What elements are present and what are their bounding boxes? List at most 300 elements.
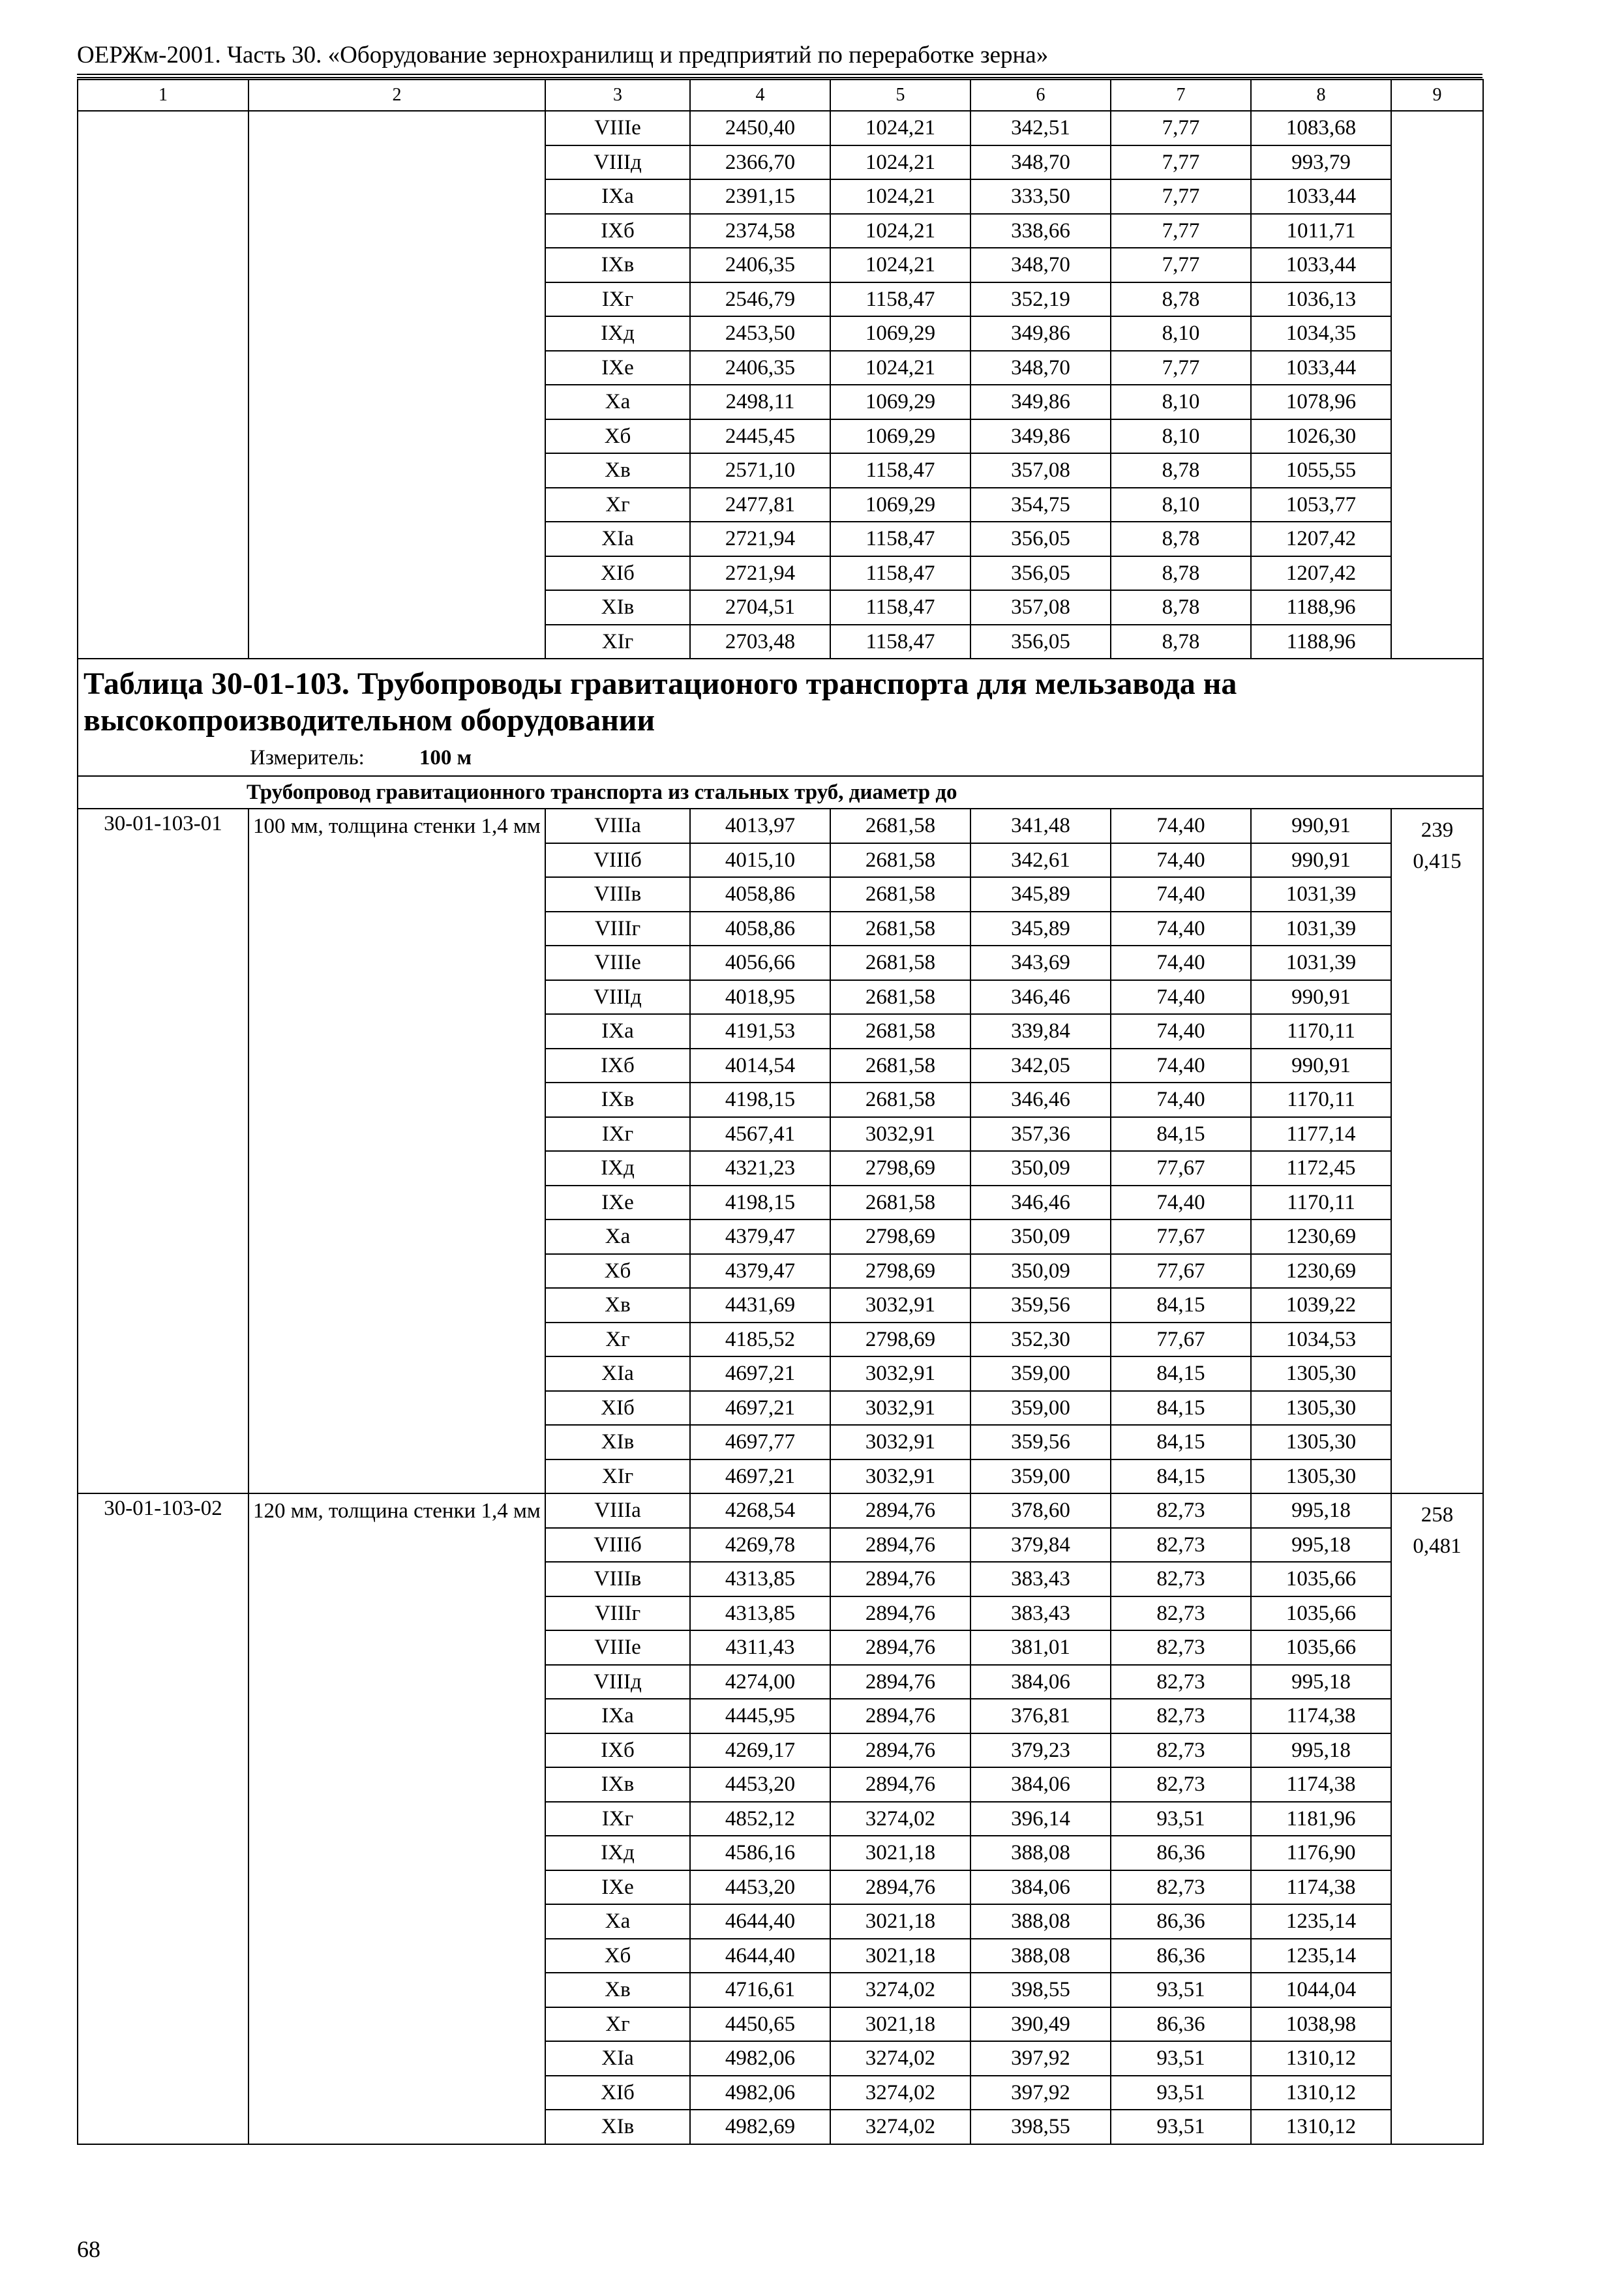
zone-cell: VIIIе: [545, 946, 690, 980]
column-number: 6: [970, 80, 1111, 111]
value-cell: 2498,11: [690, 385, 830, 419]
zone-cell: IXа: [545, 1699, 690, 1733]
value-cell: 82,73: [1111, 1870, 1251, 1905]
value-cell: 8,78: [1111, 556, 1251, 591]
value-cell: 995,18: [1251, 1665, 1391, 1699]
value-cell: 1044,04: [1251, 1973, 1391, 2007]
table-title: Таблица 30-01-103. Трубопроводы гравитационого транспорта для мельзавода на высокопроизводительном оборудовании: [83, 666, 1237, 738]
value-cell: 82,73: [1111, 1562, 1251, 1596]
value-cell: 2894,76: [830, 1596, 970, 1631]
value-cell: 82,73: [1111, 1630, 1251, 1665]
value-cell: 995,18: [1251, 1733, 1391, 1768]
value-cell: 1031,39: [1251, 877, 1391, 912]
value-cell: 4697,21: [690, 1459, 830, 1494]
empty-resource-cell: [1391, 111, 1483, 659]
table-body: [78, 80, 1483, 2144]
value-cell: 8,10: [1111, 316, 1251, 351]
value-cell: 1069,29: [830, 419, 970, 454]
value-cell: 3032,91: [830, 1391, 970, 1426]
value-cell: 1036,13: [1251, 282, 1391, 317]
zone-cell: Xв: [545, 1288, 690, 1323]
zone-cell: VIIIд: [545, 980, 690, 1015]
value-cell: 1188,96: [1251, 625, 1391, 659]
value-cell: 77,67: [1111, 1323, 1251, 1357]
value-cell: 84,15: [1111, 1459, 1251, 1494]
value-cell: 348,70: [970, 351, 1111, 385]
zone-cell: Xа: [545, 1904, 690, 1939]
value-cell: 82,73: [1111, 1596, 1251, 1631]
value-cell: 74,40: [1111, 1083, 1251, 1117]
value-cell: 74,40: [1111, 843, 1251, 878]
table-row: [78, 111, 1483, 145]
value-cell: 4198,15: [690, 1186, 830, 1220]
value-cell: 1078,96: [1251, 385, 1391, 419]
value-cell: 1170,11: [1251, 1083, 1391, 1117]
zone-cell: XIа: [545, 522, 690, 556]
value-cell: 1305,30: [1251, 1356, 1391, 1391]
value-cell: 990,91: [1251, 1049, 1391, 1083]
value-cell: 2894,76: [830, 1630, 970, 1665]
zone-cell: Xв: [545, 453, 690, 488]
zone-cell: IXе: [545, 351, 690, 385]
value-cell: 342,05: [970, 1049, 1111, 1083]
value-cell: 390,49: [970, 2007, 1111, 2042]
value-cell: 74,40: [1111, 1049, 1251, 1083]
value-cell: 4269,17: [690, 1733, 830, 1768]
zone-cell: Xг: [545, 2007, 690, 2042]
value-cell: 4274,00: [690, 1665, 830, 1699]
zone-cell: IXв: [545, 248, 690, 282]
value-cell: 1235,14: [1251, 1904, 1391, 1939]
value-cell: 2681,58: [830, 809, 970, 843]
value-cell: 3021,18: [830, 1904, 970, 1939]
value-cell: 1305,30: [1251, 1459, 1391, 1494]
value-cell: 2453,50: [690, 316, 830, 351]
value-cell: 2704,51: [690, 590, 830, 625]
value-cell: 357,08: [970, 590, 1111, 625]
value-cell: 3032,91: [830, 1356, 970, 1391]
value-cell: 1024,21: [830, 248, 970, 282]
value-cell: 3274,02: [830, 1802, 970, 1836]
zone-cell: IXв: [545, 1083, 690, 1117]
value-cell: 357,36: [970, 1117, 1111, 1152]
zone-cell: IXа: [545, 179, 690, 214]
value-cell: 342,51: [970, 111, 1111, 145]
zone-cell: Xб: [545, 1254, 690, 1289]
table-title-row: [78, 659, 1483, 776]
value-cell: 82,73: [1111, 1528, 1251, 1563]
value-cell: 4268,54: [690, 1493, 830, 1528]
value-cell: 1158,47: [830, 556, 970, 591]
value-cell: 2681,58: [830, 1186, 970, 1220]
meter-value: 100 м: [419, 746, 472, 770]
zone-cell: VIIIб: [545, 843, 690, 878]
running-header: ОЕРЖм-2001. Часть 30. «Оборудование зернохранилищ и предприятий по переработке зерна»: [77, 42, 1049, 68]
value-cell: 2894,76: [830, 1870, 970, 1905]
value-cell: 1024,21: [830, 145, 970, 180]
value-cell: 3021,18: [830, 1939, 970, 1973]
zone-cell: XIа: [545, 1356, 690, 1391]
zone-cell: XIб: [545, 556, 690, 591]
value-cell: 1310,12: [1251, 2110, 1391, 2144]
value-cell: 1024,21: [830, 111, 970, 145]
zone-cell: Xб: [545, 1939, 690, 1973]
value-cell: 2894,76: [830, 1562, 970, 1596]
value-cell: 1310,12: [1251, 2076, 1391, 2110]
value-cell: 74,40: [1111, 980, 1251, 1015]
value-cell: 84,15: [1111, 1391, 1251, 1426]
value-cell: 381,01: [970, 1630, 1111, 1665]
value-cell: 397,92: [970, 2076, 1111, 2110]
zone-cell: XIб: [545, 2076, 690, 2110]
value-cell: 1230,69: [1251, 1219, 1391, 1254]
zone-cell: XIв: [545, 1425, 690, 1459]
value-cell: 1024,21: [830, 351, 970, 385]
zone-cell: VIIIд: [545, 145, 690, 180]
value-cell: 2894,76: [830, 1665, 970, 1699]
zone-cell: Xг: [545, 1323, 690, 1357]
value-cell: 3032,91: [830, 1425, 970, 1459]
header-rule: [77, 74, 1482, 78]
value-cell: 4716,61: [690, 1973, 830, 2007]
value-cell: 1174,38: [1251, 1699, 1391, 1733]
value-cell: 1034,35: [1251, 316, 1391, 351]
zone-cell: Xа: [545, 385, 690, 419]
section-title: Трубопровод гравитационного транспорта из стальных труб, диаметр до: [78, 776, 1483, 809]
value-cell: 4013,97: [690, 809, 830, 843]
value-cell: 4198,15: [690, 1083, 830, 1117]
value-cell: 93,51: [1111, 1973, 1251, 2007]
value-cell: 4269,78: [690, 1528, 830, 1563]
value-cell: 354,75: [970, 488, 1111, 522]
value-cell: 388,08: [970, 1836, 1111, 1870]
column-number: 3: [545, 80, 690, 111]
value-cell: 2681,58: [830, 877, 970, 912]
value-cell: 378,60: [970, 1493, 1111, 1528]
value-cell: 1083,68: [1251, 111, 1391, 145]
value-cell: 1158,47: [830, 590, 970, 625]
value-cell: 4379,47: [690, 1219, 830, 1254]
value-cell: 3032,91: [830, 1288, 970, 1323]
column-number: 2: [248, 80, 545, 111]
value-cell: 350,09: [970, 1254, 1111, 1289]
value-cell: 2681,58: [830, 946, 970, 980]
column-number: 1: [78, 80, 248, 111]
value-cell: 4056,66: [690, 946, 830, 980]
value-cell: 1174,38: [1251, 1870, 1391, 1905]
value-cell: 8,78: [1111, 282, 1251, 317]
value-cell: 383,43: [970, 1562, 1111, 1596]
value-cell: 398,55: [970, 1973, 1111, 2007]
value-cell: 4567,41: [690, 1117, 830, 1152]
value-cell: 1170,11: [1251, 1186, 1391, 1220]
value-cell: 82,73: [1111, 1733, 1251, 1768]
value-cell: 1034,53: [1251, 1323, 1391, 1357]
value-cell: 4450,65: [690, 2007, 830, 2042]
value-cell: 2445,45: [690, 419, 830, 454]
value-cell: 356,05: [970, 522, 1111, 556]
zone-cell: Xв: [545, 1973, 690, 2007]
value-cell: 84,15: [1111, 1288, 1251, 1323]
value-cell: 7,77: [1111, 351, 1251, 385]
value-cell: 7,77: [1111, 214, 1251, 248]
zone-cell: VIIIг: [545, 1596, 690, 1631]
zone-cell: Xб: [545, 419, 690, 454]
zone-cell: IXг: [545, 1802, 690, 1836]
value-cell: 384,06: [970, 1767, 1111, 1802]
value-cell: 1158,47: [830, 282, 970, 317]
value-cell: 342,61: [970, 843, 1111, 878]
value-cell: 348,70: [970, 248, 1111, 282]
value-cell: 990,91: [1251, 809, 1391, 843]
price-table: [77, 79, 1484, 2145]
value-cell: 8,10: [1111, 419, 1251, 454]
value-cell: 7,77: [1111, 111, 1251, 145]
value-cell: 2406,35: [690, 248, 830, 282]
value-cell: 4453,20: [690, 1870, 830, 1905]
value-cell: 346,46: [970, 980, 1111, 1015]
value-cell: 1033,44: [1251, 248, 1391, 282]
item-code: 30-01-103-02: [78, 1493, 248, 2144]
value-cell: 1031,39: [1251, 946, 1391, 980]
value-cell: 2721,94: [690, 556, 830, 591]
value-cell: 2681,58: [830, 1049, 970, 1083]
value-cell: 82,73: [1111, 1493, 1251, 1528]
value-cell: 384,06: [970, 1665, 1111, 1699]
value-cell: 1035,66: [1251, 1562, 1391, 1596]
value-cell: 356,05: [970, 556, 1111, 591]
value-cell: 990,91: [1251, 980, 1391, 1015]
value-cell: 2450,40: [690, 111, 830, 145]
column-number: 9: [1391, 80, 1483, 111]
value-cell: 349,86: [970, 316, 1111, 351]
value-cell: 1172,45: [1251, 1151, 1391, 1186]
resource-value-1: 239: [1421, 818, 1454, 842]
value-cell: 339,84: [970, 1014, 1111, 1049]
value-cell: 4379,47: [690, 1254, 830, 1289]
value-cell: 77,67: [1111, 1219, 1251, 1254]
zone-cell: IXе: [545, 1186, 690, 1220]
table-row: [78, 809, 1483, 843]
zone-cell: IXв: [545, 1767, 690, 1802]
value-cell: 4445,95: [690, 1699, 830, 1733]
value-cell: 4982,06: [690, 2041, 830, 2076]
value-cell: 356,05: [970, 625, 1111, 659]
empty-description-cell: [248, 111, 545, 659]
value-cell: 93,51: [1111, 2110, 1251, 2144]
value-cell: 2681,58: [830, 980, 970, 1015]
value-cell: 2374,58: [690, 214, 830, 248]
value-cell: 74,40: [1111, 877, 1251, 912]
value-cell: 2894,76: [830, 1493, 970, 1528]
value-cell: 993,79: [1251, 145, 1391, 180]
value-cell: 77,67: [1111, 1151, 1251, 1186]
zone-cell: Xг: [545, 488, 690, 522]
value-cell: 2894,76: [830, 1767, 970, 1802]
zone-cell: IXг: [545, 282, 690, 317]
value-cell: 1024,21: [830, 214, 970, 248]
value-cell: 4586,16: [690, 1836, 830, 1870]
value-cell: 346,46: [970, 1186, 1111, 1220]
value-cell: 2798,69: [830, 1254, 970, 1289]
value-cell: 359,00: [970, 1391, 1111, 1426]
value-cell: 388,08: [970, 1939, 1111, 1973]
value-cell: 8,10: [1111, 385, 1251, 419]
value-cell: 4018,95: [690, 980, 830, 1015]
column-number-row: [78, 80, 1483, 111]
value-cell: 3274,02: [830, 1973, 970, 2007]
value-cell: 86,36: [1111, 1836, 1251, 1870]
value-cell: 345,89: [970, 877, 1111, 912]
resource-cell: [1391, 809, 1483, 1493]
zone-cell: IXе: [545, 1870, 690, 1905]
zone-cell: VIIIв: [545, 877, 690, 912]
value-cell: 3274,02: [830, 2041, 970, 2076]
value-cell: 8,78: [1111, 625, 1251, 659]
value-cell: 4697,21: [690, 1391, 830, 1426]
value-cell: 4697,21: [690, 1356, 830, 1391]
value-cell: 349,86: [970, 419, 1111, 454]
zone-cell: XIа: [545, 2041, 690, 2076]
zone-cell: IXб: [545, 1049, 690, 1083]
value-cell: 379,23: [970, 1733, 1111, 1768]
column-number: 7: [1111, 80, 1251, 111]
value-cell: 341,48: [970, 809, 1111, 843]
value-cell: 4058,86: [690, 912, 830, 946]
value-cell: 384,06: [970, 1870, 1111, 1905]
value-cell: 398,55: [970, 2110, 1111, 2144]
value-cell: 4982,06: [690, 2076, 830, 2110]
value-cell: 3274,02: [830, 2076, 970, 2110]
value-cell: 74,40: [1111, 1014, 1251, 1049]
zone-cell: VIIIв: [545, 1562, 690, 1596]
value-cell: 1235,14: [1251, 1939, 1391, 1973]
value-cell: 82,73: [1111, 1665, 1251, 1699]
value-cell: 1158,47: [830, 453, 970, 488]
value-cell: 1026,30: [1251, 419, 1391, 454]
value-cell: 346,46: [970, 1083, 1111, 1117]
zone-cell: IXд: [545, 1151, 690, 1186]
value-cell: 350,09: [970, 1219, 1111, 1254]
value-cell: 4644,40: [690, 1939, 830, 1973]
value-cell: 8,78: [1111, 522, 1251, 556]
value-cell: 1055,55: [1251, 453, 1391, 488]
item-code: 30-01-103-01: [78, 809, 248, 1493]
column-number: 4: [690, 80, 830, 111]
value-cell: 2366,70: [690, 145, 830, 180]
value-cell: 1033,44: [1251, 179, 1391, 214]
value-cell: 1158,47: [830, 522, 970, 556]
value-cell: 84,15: [1111, 1356, 1251, 1391]
value-cell: 2703,48: [690, 625, 830, 659]
value-cell: 4191,53: [690, 1014, 830, 1049]
value-cell: 1011,71: [1251, 214, 1391, 248]
value-cell: 86,36: [1111, 1939, 1251, 1973]
value-cell: 348,70: [970, 145, 1111, 180]
value-cell: 352,30: [970, 1323, 1111, 1357]
value-cell: 86,36: [1111, 1904, 1251, 1939]
value-cell: 7,77: [1111, 248, 1251, 282]
value-cell: 74,40: [1111, 1186, 1251, 1220]
value-cell: 3032,91: [830, 1117, 970, 1152]
value-cell: 359,00: [970, 1356, 1111, 1391]
table-row: [78, 1493, 1483, 1528]
page-number: 68: [77, 2236, 100, 2262]
value-cell: 359,56: [970, 1288, 1111, 1323]
value-cell: 4058,86: [690, 877, 830, 912]
value-cell: 2406,35: [690, 351, 830, 385]
value-cell: 350,09: [970, 1151, 1111, 1186]
value-cell: 1035,66: [1251, 1596, 1391, 1631]
value-cell: 2721,94: [690, 522, 830, 556]
value-cell: 4313,85: [690, 1596, 830, 1631]
value-cell: 4014,54: [690, 1049, 830, 1083]
value-cell: 333,50: [970, 179, 1111, 214]
value-cell: 7,77: [1111, 179, 1251, 214]
value-cell: 396,14: [970, 1802, 1111, 1836]
value-cell: 4015,10: [690, 843, 830, 878]
value-cell: 376,81: [970, 1699, 1111, 1733]
value-cell: 93,51: [1111, 2076, 1251, 2110]
value-cell: 7,77: [1111, 145, 1251, 180]
value-cell: 2894,76: [830, 1699, 970, 1733]
value-cell: 1069,29: [830, 316, 970, 351]
value-cell: 2546,79: [690, 282, 830, 317]
zone-cell: Xа: [545, 1219, 690, 1254]
item-description: 120 мм, толщина стенки 1,4 мм: [248, 1493, 545, 2144]
zone-cell: XIв: [545, 590, 690, 625]
value-cell: 2391,15: [690, 179, 830, 214]
value-cell: 86,36: [1111, 2007, 1251, 2042]
value-cell: 2681,58: [830, 843, 970, 878]
value-cell: 74,40: [1111, 912, 1251, 946]
value-cell: 2798,69: [830, 1219, 970, 1254]
value-cell: 357,08: [970, 453, 1111, 488]
value-cell: 338,66: [970, 214, 1111, 248]
value-cell: 4453,20: [690, 1767, 830, 1802]
value-cell: 2681,58: [830, 1014, 970, 1049]
value-cell: 1207,42: [1251, 556, 1391, 591]
section-title-row: [78, 776, 1483, 809]
value-cell: 74,40: [1111, 809, 1251, 843]
zone-cell: XIг: [545, 1459, 690, 1494]
value-cell: 1310,12: [1251, 2041, 1391, 2076]
zone-cell: VIIIб: [545, 1528, 690, 1563]
empty-code-cell: [78, 111, 248, 659]
value-cell: 84,15: [1111, 1425, 1251, 1459]
value-cell: 1207,42: [1251, 522, 1391, 556]
value-cell: 1188,96: [1251, 590, 1391, 625]
value-cell: 4313,85: [690, 1562, 830, 1596]
item-description: 100 мм, толщина стенки 1,4 мм: [248, 809, 545, 1493]
value-cell: 383,43: [970, 1596, 1111, 1631]
value-cell: 1035,66: [1251, 1630, 1391, 1665]
value-cell: 990,91: [1251, 843, 1391, 878]
zone-cell: IXд: [545, 1836, 690, 1870]
value-cell: 1230,69: [1251, 1254, 1391, 1289]
value-cell: 1024,21: [830, 179, 970, 214]
value-cell: 93,51: [1111, 2041, 1251, 2076]
value-cell: 8,78: [1111, 590, 1251, 625]
value-cell: 8,78: [1111, 453, 1251, 488]
value-cell: 1069,29: [830, 488, 970, 522]
value-cell: 1181,96: [1251, 1802, 1391, 1836]
value-cell: 4852,12: [690, 1802, 830, 1836]
value-cell: 1305,30: [1251, 1425, 1391, 1459]
value-cell: 2894,76: [830, 1528, 970, 1563]
value-cell: 2477,81: [690, 488, 830, 522]
resource-value-2: 0,481: [1413, 1534, 1462, 1558]
